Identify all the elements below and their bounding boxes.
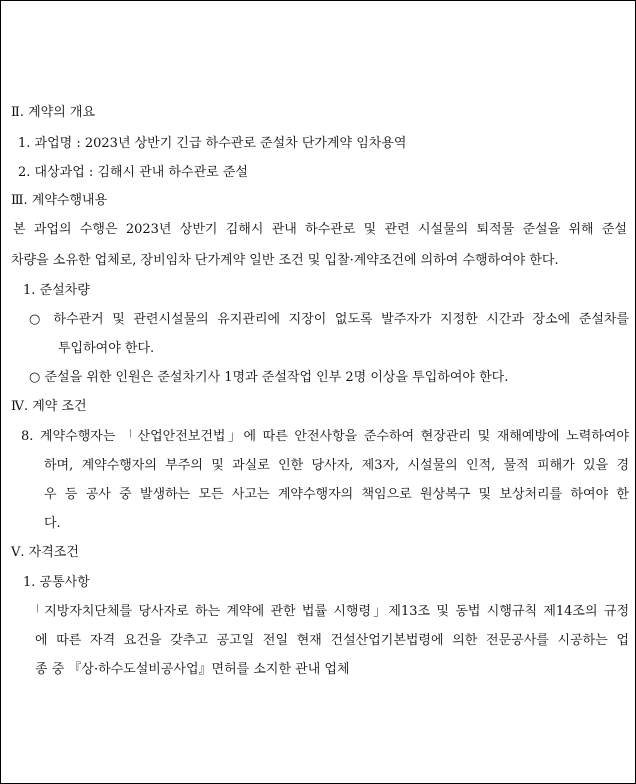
condition-8-line-1: 8. 계약수행자는 「산업안전보건법」에 따른 안전사항을 준수하여 현장관리 및 재해예방에 노력하여야 [21,429,629,444]
vehicle-bullet-2: ○ 준설을 위한 인원은 준설차기사 1명과 준설작업 인부 2명 이상을 투입하여야 한다. [29,370,509,385]
section-3-heading: Ⅲ. 계약수행내용 [11,193,108,208]
qualification-paragraph-line-1: 「지방자치단체를 당사자로 하는 계약에 관한 법률 시행령」제13조 및 동법 시행규칙 제14조의 규정 [29,604,629,619]
target-work-item: 2. 대상과업 : 김해시 관내 하수관로 준설 [18,165,248,180]
condition-8-line-3: 우 등 공사 중 발생하는 모든 사고는 계약수행자의 책임으로 원상복구 및 보상처리를 하여야 한 [44,487,629,502]
qualification-paragraph-line-2: 에 따른 자격 요건을 갖추고 공고일 전일 현재 건설산업기본법령에 의한 전문공사를 시공하는 업 [35,633,629,648]
vehicle-bullet-1-line-1: ○ 하수관거 및 관련시설물의 유지관리에 지장이 없도록 발주자가 지정한 시간과 장소에 준설차를 [29,312,629,327]
section-4-heading: Ⅳ. 계약 조건 [11,399,87,414]
common-requirements-subheading: 1. 공통사항 [23,575,90,590]
condition-8-line-2: 하며, 계약수행자의 부주의 및 과실로 인한 당사자, 제3자, 시설물의 인적, 물적 피해가 있을 경 [44,458,629,473]
dredging-vehicle-subheading: 1. 준설차량 [23,283,90,298]
condition-8-line-4: 다. [44,516,61,531]
section-5-heading: Ⅴ. 자격조건 [11,545,79,560]
section-2-heading: Ⅱ. 계약의 개요 [11,105,96,120]
execution-paragraph-line-2: 차량을 소유한 업체로, 장비임차 단가계약 일반 조건 및 입찰·계약조건에 의하여 수행하여야 한다. [11,253,559,268]
execution-paragraph-line-1: 본 과업의 수행은 2023년 상반기 김해시 관내 하수관로 및 관련 시설물의 퇴적물 준설을 위해 준설 [13,222,627,237]
contract-name-item: 1. 과업명 : 2023년 상반기 긴급 하수관로 준설차 단가계약 임차용역 [18,136,407,151]
qualification-paragraph-line-3: 종 중 『상·하수도설비공사업』면허를 소지한 관내 업체 [35,662,350,677]
vehicle-bullet-1-line-2: 투입하여야 한다. [58,341,155,356]
